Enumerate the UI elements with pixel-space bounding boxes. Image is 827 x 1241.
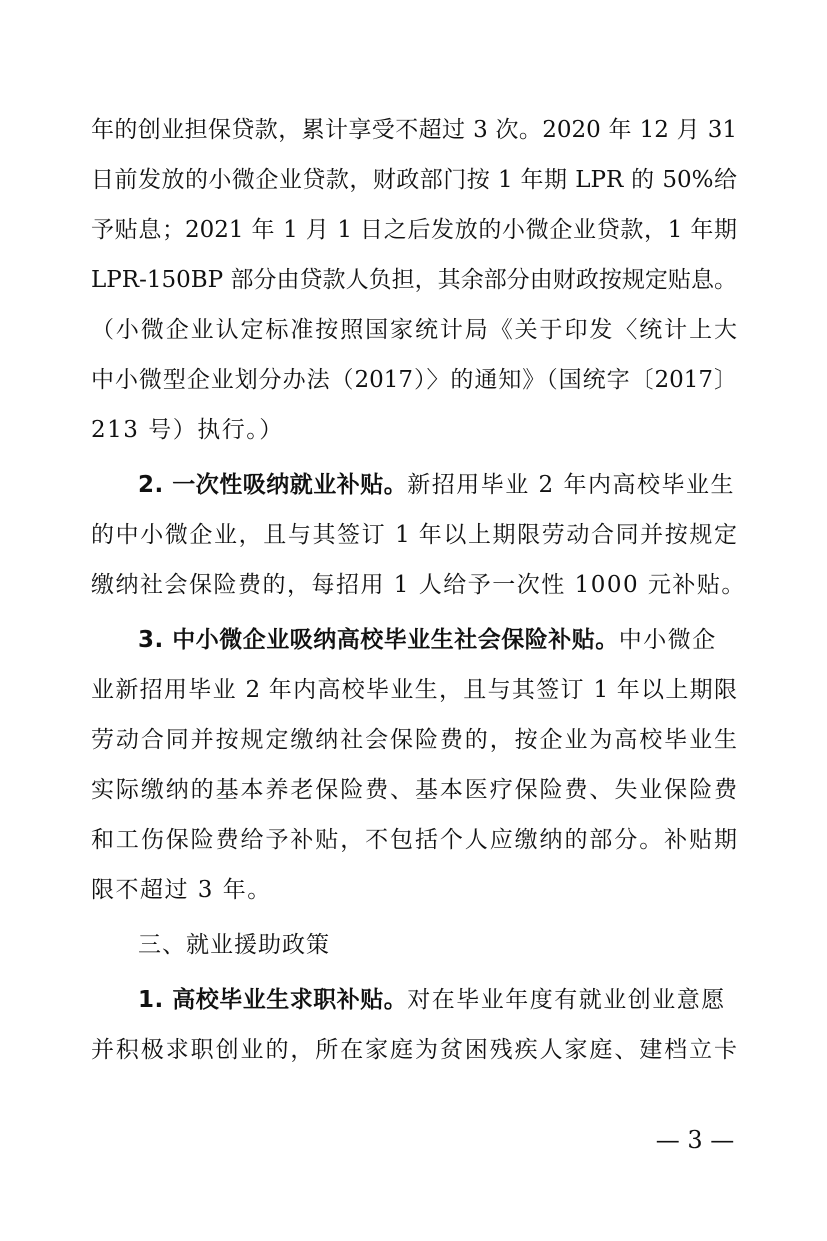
- item-1-line-2: 并积极求职创业的，所在家庭为贫困残疾人家庭、建档立卡: [91, 1037, 737, 1063]
- body-line-5: （小微企业认定标准按照国家统计局《关于印发〈统计上大: [91, 317, 737, 343]
- item-3-first-line: [138, 620, 737, 660]
- item-3-line-4: 实际缴纳的基本养老保险费、基本医疗保险费、失业保险费: [91, 777, 737, 803]
- item-3-line-6: 限不超过 3 年。: [91, 877, 272, 903]
- item-2-title: 2. 一次性吸纳就业补贴。: [138, 472, 408, 498]
- body-line-2: 日前发放的小微企业贷款，财政部门按 1 年期 LPR 的 50%给: [91, 167, 737, 193]
- body-line-3: 予贴息；2021 年 1 月 1 日之后发放的小微企业贷款，1 年期: [91, 217, 737, 243]
- section-3-heading: 三、就业援助政策: [138, 932, 330, 958]
- body-line-6: 中小微型企业划分办法（2017）〉的通知》（国统字〔2017〕: [91, 367, 737, 393]
- item-2-line-3: 缴纳社会保险费的，每招用 1 人给予一次性 1000 元补贴。: [91, 572, 746, 598]
- item-3-title: 3. 中小微企业吸纳高校毕业生社会保险补贴。: [138, 627, 619, 653]
- item-2-text: 新招用毕业 2 年内高校毕业生: [407, 472, 736, 498]
- item-3-line-5: 和工伤保险费给予补贴，不包括个人应缴纳的部分。补贴期: [91, 827, 737, 853]
- body-line-7: 213 号）执行。）: [91, 417, 284, 443]
- page-number: — 3 —: [655, 1126, 735, 1154]
- item-1-text: 对在毕业年度有就业创业意愿: [407, 987, 726, 1013]
- item-2-line-2: 的中小微企业，且与其签订 1 年以上期限劳动合同并按规定: [91, 522, 737, 548]
- item-3-text: 中小微企: [618, 627, 717, 653]
- body-line-1: 年的创业担保贷款，累计享受不超过 3 次。2020 年 12 月 31: [91, 117, 737, 143]
- item-1-title: 1. 高校毕业生求职补贴。: [138, 987, 408, 1013]
- item-3-line-3: 劳动合同并按规定缴纳社会保险费的，按企业为高校毕业生: [91, 727, 737, 753]
- body-line-4: LPR-150BP 部分由贷款人负担，其余部分由财政按规定贴息。: [91, 267, 737, 293]
- item-3-line-2: 业新招用毕业 2 年内高校毕业生，且与其签订 1 年以上期限: [91, 677, 737, 703]
- item-2-first-line: [138, 465, 737, 505]
- item-1-first-line: [138, 980, 737, 1020]
